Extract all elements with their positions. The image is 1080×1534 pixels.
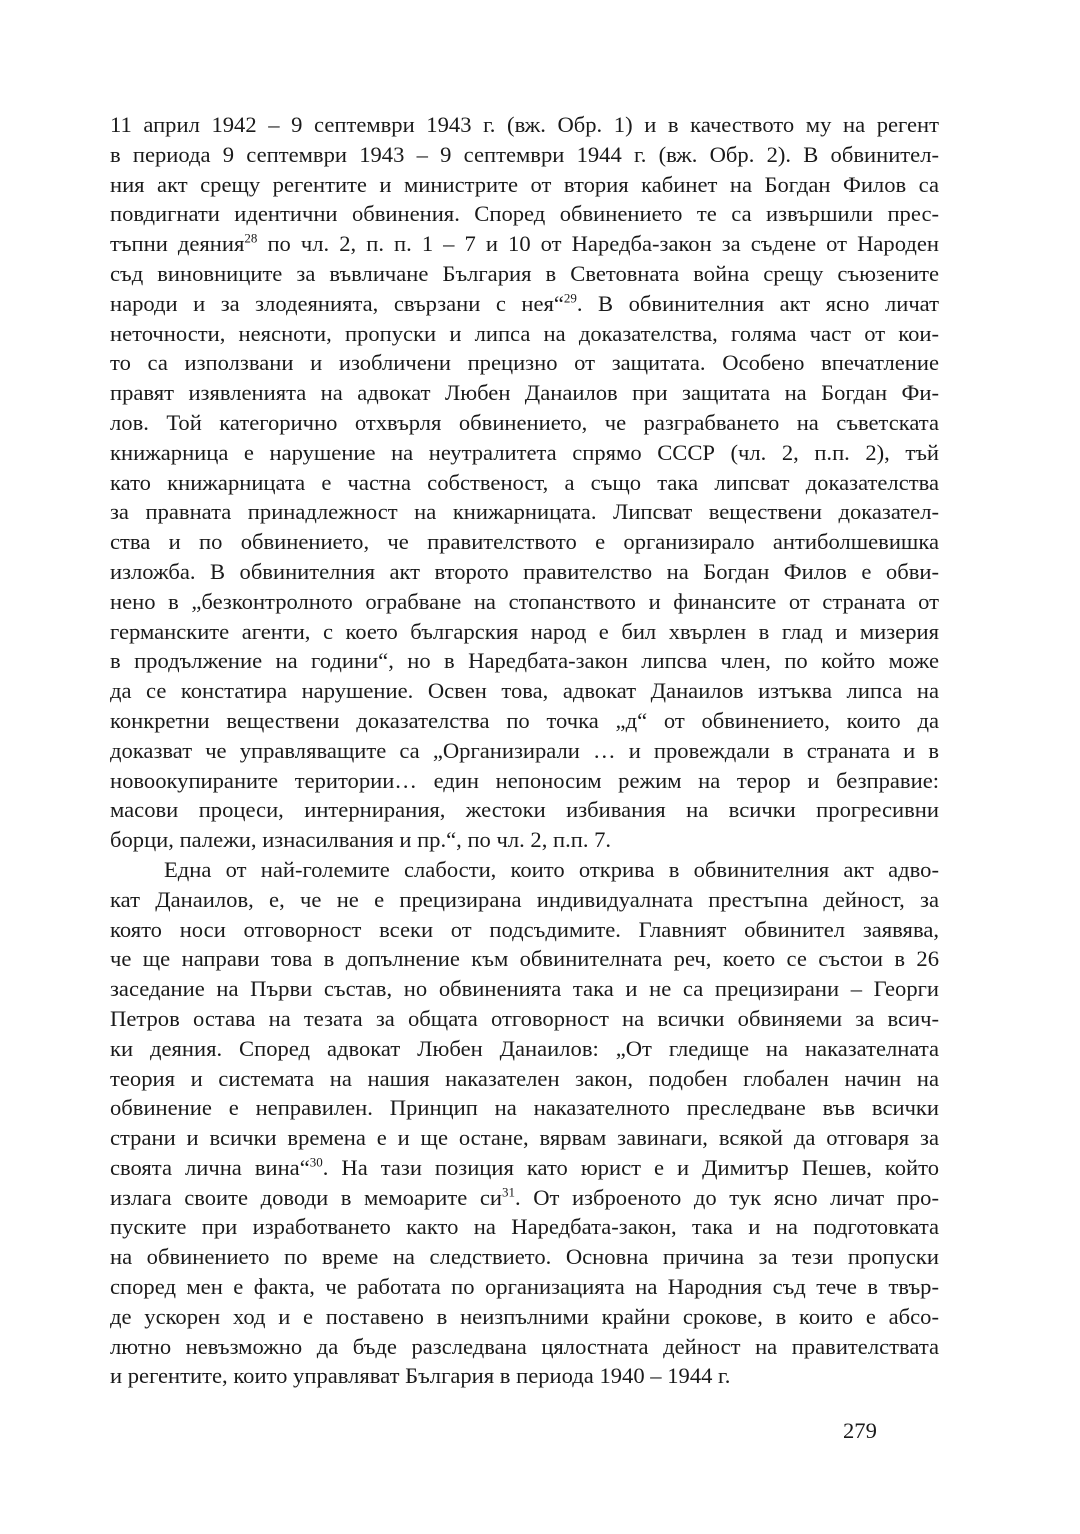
text-line: де ускорен ход и е поставено в неизпълними крайни срокове, в които е абсо- [110, 1303, 939, 1329]
text-line: кат Данаилов, е, че не е прецизирана индивидуалната престъпна дейност, за [110, 886, 939, 912]
text-line: доказват че управляващите са „Организирали … и провеждали в страната и в [110, 737, 939, 763]
text-line: теория и системата на нашия наказателен закон, подобен глобален начин на [110, 1065, 939, 1091]
text-line: като книжарницата е частна собственост, а също така липсват доказателства [110, 469, 939, 495]
text-line: германските агенти, с което българския народ е бил хвърлен в глад и мизерия [110, 618, 939, 644]
text-segment: излага своите доводи в мемоарите си [110, 1184, 502, 1210]
text-line: изложба. В обвинителния акт второто правителство на Богдан Филов е обви- [110, 558, 939, 584]
text-line: ки деяния. Според адвокат Любен Данаилов: „От гледище на наказателната [110, 1035, 939, 1061]
text-line: повдигнати идентични обвинения. Според обвинението те са извършили прес- [110, 201, 939, 227]
text-line [110, 229, 939, 259]
text-line: че ще направи това в допълнение към обвинителната реч, което се състои в 26 [110, 946, 939, 972]
text-segment: . В обвинителния акт ясно личат [576, 290, 939, 316]
text-line: борци, палежи, изнасилвания и пр.“, по чл. 2, п.п. 7. [110, 827, 612, 853]
text-segment: тъпни деяния [110, 231, 245, 257]
text-line: лов. Той категорично отхвърля обвинението, че разграбването на съветската [110, 409, 939, 435]
paragraph-1 [110, 110, 939, 855]
text-line: според мен е факта, че работата по организацията на Народния съд тече в твър- [110, 1274, 939, 1300]
text-line: 11 април 1942 – 9 септември 1943 г. (вж. Обр. 1) и в качеството му на регент [110, 112, 939, 137]
text-line [110, 1183, 939, 1213]
text-segment: своята лична вина“ [110, 1154, 310, 1180]
text-line: лютно невъзможно да бъде разследвана цялостната дейност на правителствата [110, 1333, 939, 1359]
text-line [110, 289, 939, 319]
text-line: новоокупираните територии… един непоносим режим на терор и безправие: [110, 767, 939, 793]
paragraph-2 [110, 855, 939, 1391]
text-line: на обвинението по време на следствието. Основна причина за тези пропуски [110, 1244, 939, 1270]
text-line [110, 1153, 939, 1183]
text-line: конкретни веществени доказателства по точка „д“ от обвинението, които да [110, 707, 939, 733]
page-body [110, 110, 939, 1391]
text-line: нено в „безконтролното ограбване на стопанството и финансите от страната от [110, 588, 939, 614]
text-segment: . От изброеното до тук ясно личат про- [514, 1184, 939, 1210]
text-line: масови процеси, интернирания, жестоки избивания на всички прогресивни [110, 797, 939, 823]
text-line: то са използвани и изобличени прецизно от защитата. Особено впечатление [110, 350, 939, 376]
text-line: за правната принадлежност на книжарницата. Липсват веществени доказател- [110, 499, 939, 525]
text-line: която носи отговорност всеки от подсъдимите. Главният обвинител заявява, [110, 916, 939, 942]
page-number: 279 [843, 1418, 877, 1443]
text-line: в продължение на години“, но в Наредбата-закон липсва член, по който може [110, 648, 939, 674]
text-line: и регентите, които управляват България в периода 1940 – 1944 г. [110, 1363, 731, 1389]
text-line: Една от най-големите слабости, които открива в обвинителния акт адво- [164, 856, 939, 882]
footnote-marker: 28 [244, 230, 258, 246]
text-line: пуските при изработването както на Наредбата-закон, така и на подготовката [110, 1214, 939, 1240]
text-segment: народи и за злодеянията, свързани с нея“ [110, 290, 564, 316]
text-line: да се констатира нарушение. Освен това, адвокат Данаилов изтъква липса на [110, 678, 939, 704]
text-line: съд виновниците за въвличане България в Световната война срещу съюзените [110, 260, 939, 286]
footnote-marker: 29 [563, 290, 577, 306]
text-line: правят изявленията на адвокат Любен Данаилов при защитата на Богдан Фи- [110, 380, 939, 406]
text-line: заседание на Първи състав, но обвиненията така и не са прецизирани – Георги [110, 976, 939, 1002]
text-line: книжарница е нарушение на неутралитета спрямо СССР (чл. 2, п.п. 2), тъй [110, 439, 939, 465]
text-line: неточности, неясноти, пропуски и липса на доказателства, голяма част от кои- [110, 320, 939, 346]
text-line: ния акт срещу регентите и министрите от втория кабинет на Богдан Филов са [110, 171, 939, 197]
text-line: в периода 9 септември 1943 – 9 септември 1944 г. (вж. Обр. 2). В обвинител- [110, 141, 939, 167]
text-segment: . На тази позиция като юрист е и Димитър Пешев, който [322, 1154, 940, 1180]
text-line: страни и всички времена е и ще остане, вярвам завинаги, всякой да отговаря за [110, 1125, 939, 1151]
text-line: ства и по обвинението, че правителството е организирало антиболшевишка [110, 529, 939, 555]
text-line: Петров остава на тезата за общата отговорност на всички обвиняеми за всич- [110, 1005, 939, 1031]
text-line: обвинение е неправилен. Принцип на наказателното преследване във всички [110, 1095, 939, 1121]
footnote-marker: 30 [309, 1154, 323, 1170]
text-segment: по чл. 2, п. п. 1 – 7 и 10 от Наредба-закон за съдене от Народен [257, 231, 939, 257]
footnote-marker: 31 [501, 1184, 515, 1200]
